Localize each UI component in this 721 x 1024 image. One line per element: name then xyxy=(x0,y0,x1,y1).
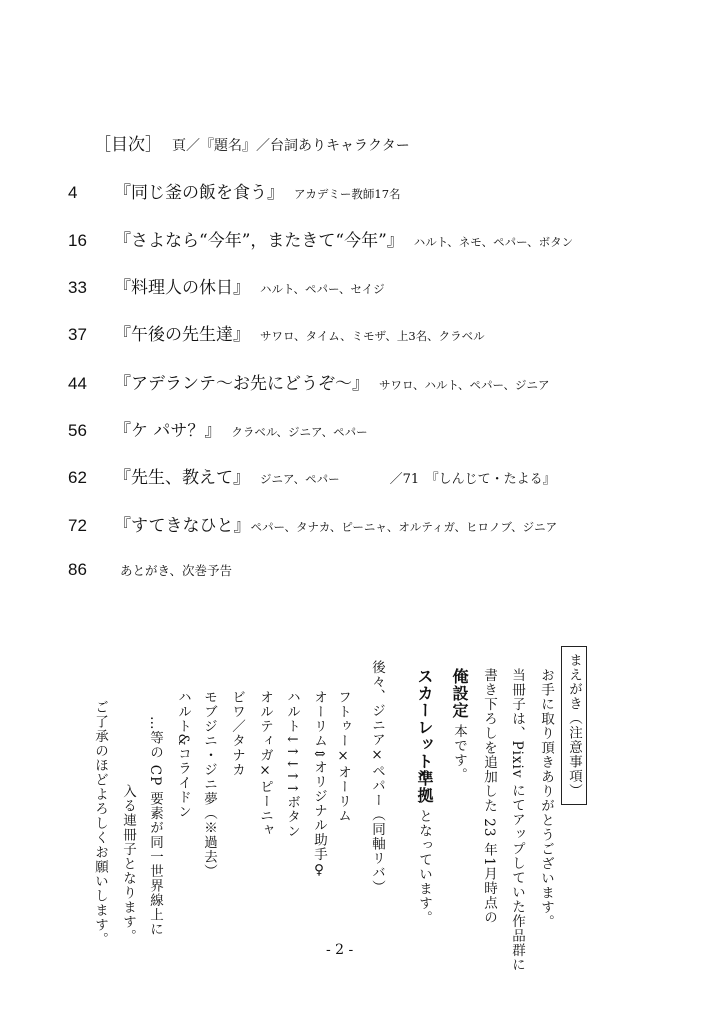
toc-title-text: 『午後の先生達』 xyxy=(114,325,250,345)
toc-page: 72 xyxy=(68,516,87,535)
toc-entry xyxy=(68,273,385,298)
preface-line xyxy=(414,668,434,925)
toc-page: 56 xyxy=(68,421,87,440)
preface-line: ハルト↓↑↓↑↑ボタン xyxy=(284,690,300,839)
toc-title-text: 『さよなら“今年”，またきて“今年”』 xyxy=(114,231,404,251)
preface-heading: まえがき（注意事項） xyxy=(561,646,587,805)
preface-line: お手に取り頂きありがとうございます。 xyxy=(538,668,554,929)
toc-title-text: 『ケ パサ？』 xyxy=(114,421,222,441)
preface-line: 書き下ろしを追加した 23 年1月時点の xyxy=(481,668,497,925)
toc-entry xyxy=(68,320,485,345)
toc-characters: アカデミー教師17名 xyxy=(294,187,401,201)
toc-title-text: 『すてきなひと』 xyxy=(114,516,251,536)
preface-line: 当冊子は、Pixiv にてアップしていた作品群に xyxy=(509,668,525,973)
toc-characters: ハルト、ペパー、セイジ xyxy=(260,282,385,296)
toc-characters: ペパー、タナカ、ピーニャ、オルティガ、ヒロノブ、ジニア xyxy=(250,520,558,534)
preface-line: ハルト&コライドン xyxy=(175,690,191,820)
preface-line: フトゥー×オーリム xyxy=(335,690,351,823)
toc-subtitle: 頁／『題名』／台詞ありキャラクター xyxy=(172,138,410,154)
toc-title-text: 『同じ釜の飯を食う』 xyxy=(114,183,284,203)
toc-page: 4 xyxy=(68,183,78,202)
toc-heading xyxy=(94,130,410,155)
toc-extra: ／71 『しんじて・たよる』 xyxy=(389,472,556,487)
toc-page: 37 xyxy=(68,325,87,344)
preface-line: 入る連冊子となります。 xyxy=(120,784,136,944)
toc-characters: クラベル、ジニア、ペパー xyxy=(231,425,368,439)
preface-line: オーリム⇕オリジナル助手♀ xyxy=(311,690,327,879)
toc-page: 86 xyxy=(68,560,87,579)
toc-title: ［目次］ xyxy=(94,135,162,155)
toc-page: 62 xyxy=(68,468,87,487)
toc-characters: あとがき、次巻予告 xyxy=(120,563,233,578)
preface-line: オルティガ×ピーニャ xyxy=(257,690,273,838)
preface-line: ビワ／タナカ xyxy=(229,690,245,777)
toc-characters: サワロ、タイム、ミモザ、上3名、クラベル xyxy=(260,329,485,343)
toc-title-text: 『先生、教えて』 xyxy=(114,468,250,488)
text: 本です。 xyxy=(451,724,467,783)
toc-entry xyxy=(68,560,232,580)
toc-entry xyxy=(68,416,368,441)
page-number: - 2 - xyxy=(326,942,354,958)
text: となっています。 xyxy=(416,809,432,926)
toc-entry xyxy=(68,369,550,394)
preface-line: ご了承のほどよろしくお願いします。 xyxy=(92,700,108,947)
preface-line: モブジニ・ジニ夢（※過去） xyxy=(201,690,217,879)
toc-page: 33 xyxy=(68,278,87,297)
toc-page: 44 xyxy=(68,374,87,393)
toc-title-text: 『料理人の休日』 xyxy=(114,278,250,298)
preface-line: …等の CP 要素が同一世界線上に xyxy=(147,716,163,937)
toc-entry xyxy=(68,463,556,488)
toc-entry xyxy=(68,178,401,203)
preface-line: 後々、ジニア×ペパー（同軸リバ） xyxy=(369,660,385,895)
emphasis: スカーレット準拠 xyxy=(415,668,434,804)
preface-line xyxy=(449,668,469,782)
emphasis: 俺設定 xyxy=(450,668,469,719)
toc-entry xyxy=(68,511,557,536)
toc-title-text: 『アデランテ～お先にどうぞ～』 xyxy=(114,374,369,394)
toc-characters: サワロ、ハルト、ペパー、ジニア xyxy=(379,378,550,392)
toc-page: 16 xyxy=(68,231,87,250)
toc-characters: ハルト、ネモ、ペパー、ボタン xyxy=(413,235,574,249)
toc-entry xyxy=(68,226,573,251)
toc-characters: ジニア、ペパー xyxy=(260,472,340,486)
